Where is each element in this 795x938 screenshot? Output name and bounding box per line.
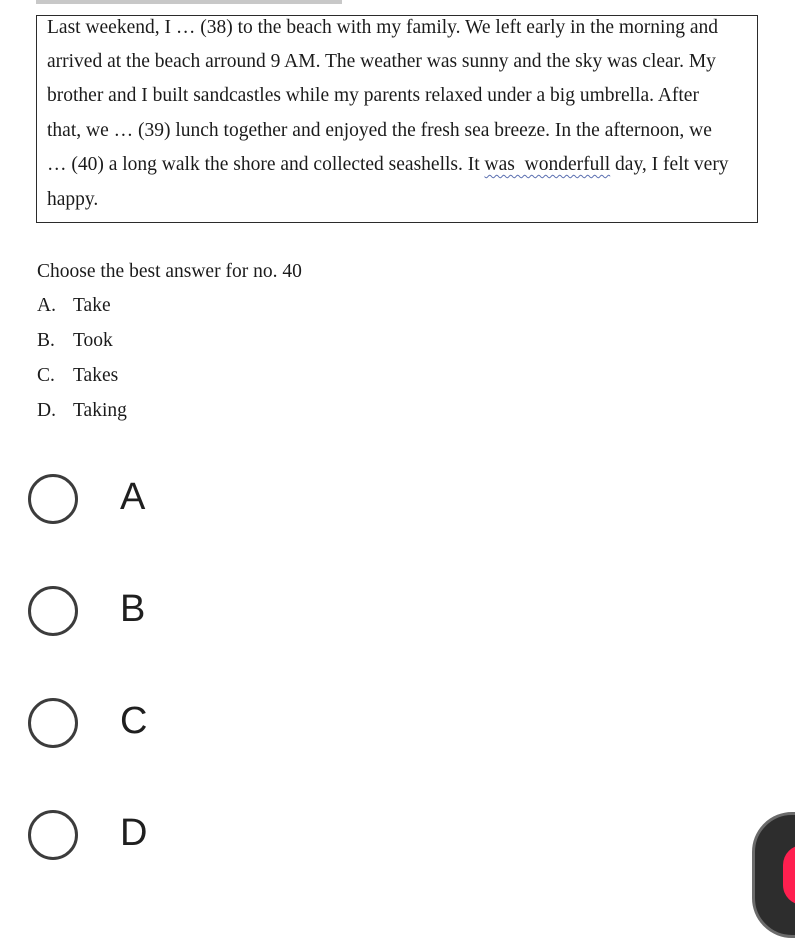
passage-line-1-text: Last weekend, I … (38) to the beach with my family. We left early in the morning and (47, 17, 718, 38)
option-b-text: Took (73, 330, 113, 351)
answer-label-d: D (120, 812, 148, 854)
radio-button-d[interactable] (28, 810, 78, 860)
answer-label-c: C (120, 700, 148, 742)
option-a-letter: A. (37, 295, 56, 316)
option-a-text: Take (73, 295, 111, 316)
passage-box (36, 15, 758, 223)
option-d-letter: D. (37, 400, 56, 421)
passage-line-4 (47, 120, 712, 142)
passage-line-1 (47, 17, 718, 39)
option-b-letter: B. (37, 330, 55, 351)
answer-label-a: A (120, 476, 146, 518)
answer-choice-c[interactable] (28, 698, 328, 754)
passage-line-2 (47, 51, 716, 73)
answer-choice-b[interactable] (28, 586, 328, 642)
top-divider (36, 0, 342, 4)
radio-button-a[interactable] (28, 474, 78, 524)
option-c-letter: C. (37, 365, 55, 386)
radio-button-b[interactable] (28, 586, 78, 636)
radio-button-c[interactable] (28, 698, 78, 748)
option-d-text: Taking (73, 400, 127, 421)
answer-choice-a[interactable] (28, 474, 328, 530)
passage-line-5-text-a: … (40) a long walk the shore and collected seashells. It (47, 154, 485, 175)
passage-line-3-text: brother and I built sandcastles while my parents relaxed under a big umbrella. After (47, 85, 699, 106)
passage-line-6 (47, 189, 98, 211)
passage-line-6-text: happy. (47, 189, 99, 210)
record-icon (783, 845, 795, 905)
passage-line-2-text: arrived at the beach arround 9 AM. The weather was sunny and the sky was clear. My (47, 51, 716, 72)
passage-line-5 (47, 154, 729, 176)
answer-label-b: B (120, 588, 146, 630)
option-c-text: Takes (73, 365, 119, 386)
answer-choice-d[interactable] (28, 810, 328, 866)
passage-line-3 (47, 85, 699, 107)
floating-record-button[interactable] (752, 812, 795, 938)
passage-line-4-text: that, we … (39) lunch together and enjoyed the fresh sea breeze. In the afternoon, we (47, 120, 712, 141)
question-prompt: Choose the best answer for no. 40 (37, 261, 302, 282)
spellcheck-flagged-text: was wonderfull (484, 154, 611, 175)
passage-line-5-text-b: day, I felt very (610, 154, 729, 175)
